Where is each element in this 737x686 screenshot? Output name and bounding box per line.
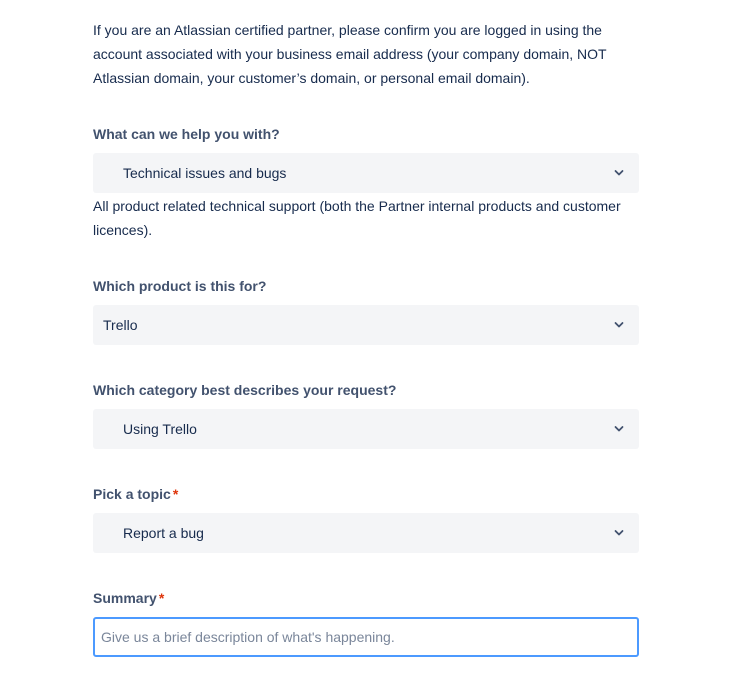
required-marker: * [172,486,179,502]
chevron-down-icon [613,528,625,538]
summary-label: Summary * [93,590,165,606]
category-selected-value: Using Trello [123,421,197,437]
help-with-selected-value: Technical issues and bugs [123,165,287,181]
help-with-description: All product related technical support (both the Partner internal products and customer licences). [93,198,621,238]
topic-select[interactable] [93,513,639,553]
chevron-down-icon [613,320,625,330]
partner-intro-text: If you are an Atlassian certified partner, please confirm you are logged in using the account associated with your business email address (your company domain, NOT Atlassian domain, your customer’s domain, or personal email domain). [93,22,607,86]
category-label: Which category best describes your request? [93,382,397,398]
help-with-select[interactable] [93,153,639,193]
product-selected-value: Trello [103,317,138,333]
help-with-label: What can we help you with? [93,126,280,142]
summary-input[interactable] [93,617,639,657]
category-select[interactable] [93,409,639,449]
chevron-down-icon [613,168,625,178]
required-marker: * [158,590,165,606]
topic-label: Pick a topic * [93,486,179,502]
topic-selected-value: Report a bug [123,525,204,541]
product-select[interactable] [93,305,639,345]
product-label: Which product is this for? [93,278,267,294]
chevron-down-icon [613,424,625,434]
